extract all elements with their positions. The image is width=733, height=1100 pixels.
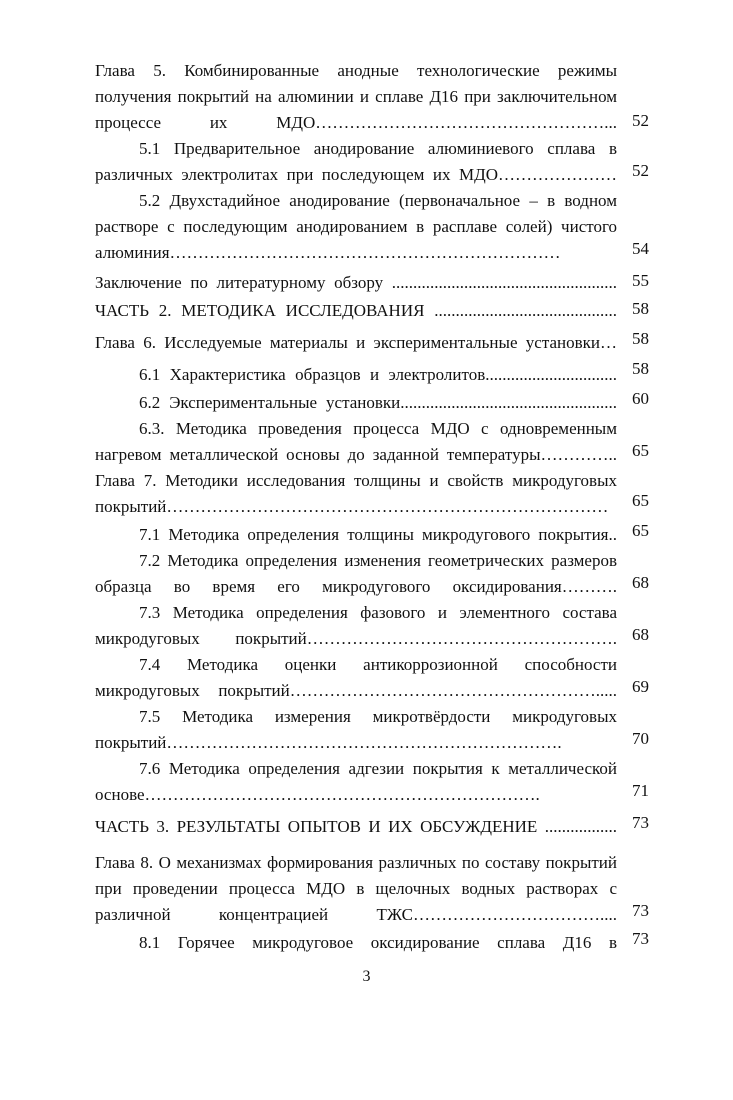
toc-entry xyxy=(95,548,617,600)
toc-page-number: 52 xyxy=(632,161,649,180)
toc-entry xyxy=(95,390,617,416)
toc-page-number: 60 xyxy=(632,389,649,408)
toc-entry xyxy=(95,600,617,652)
toc-entry-text: 5.1 Предварительное анодирование алюминиевого сплава в различных электролитах при последующем их МДО………………… xyxy=(95,139,617,184)
toc-entry xyxy=(95,58,617,136)
toc-entry-text: 6.1 Характеристика образцов и электролитов............................... xyxy=(139,365,617,384)
toc-entry-text: 6.3. Методика проведения процесса МДО с одновременным нагревом металлической основы до заданной температуры………….. xyxy=(95,419,617,464)
toc-page-number: 58 xyxy=(632,329,649,348)
toc-entry xyxy=(95,522,617,548)
toc-entry-text: 7.4 Методика оценки антикоррозионной способности микродуговых покрытий………………………………………………..... xyxy=(95,655,617,700)
toc-entry-text: 7.5 Методика измерения микротвёрдости микродуговых покрытий……………………………………………………………. xyxy=(95,707,617,752)
toc-entry xyxy=(95,330,617,356)
toc-entry xyxy=(95,362,617,388)
toc-entry xyxy=(95,704,617,756)
toc-page-number: 65 xyxy=(632,491,649,510)
toc-page-number: 65 xyxy=(632,441,649,460)
toc-page-number: 58 xyxy=(632,299,649,318)
toc-page-number: 54 xyxy=(632,239,649,258)
toc-entry-text: 7.2 Методика определения изменения геометрических размеров образца во время его микродугового оксидирования………. xyxy=(95,551,617,596)
toc-entry-text: 7.3 Методика определения фазового и элементного состава микродуговых покрытий………………………………………………. xyxy=(95,603,617,648)
toc-entry xyxy=(95,416,617,468)
toc-page-number: 55 xyxy=(632,271,649,290)
toc-page-number: 71 xyxy=(632,781,649,800)
toc-entry xyxy=(95,188,617,266)
toc-entry xyxy=(95,756,617,808)
toc-entry xyxy=(95,468,617,520)
page-number: 3 xyxy=(362,968,371,985)
toc-entry-text: Глава 7. Методики исследования толщины и свойств микродуговых покрытий…………………………………………………………………… xyxy=(95,471,617,516)
toc-entry-text: Заключение по литературному обзору ..................................................... xyxy=(95,273,617,292)
toc-entry-text: 5.2 Двухстадийное анодирование (первоначальное – в водном растворе с последующим анодированием в расплаве солей) чистого алюминия…………………………………………………………… xyxy=(95,191,617,262)
toc-page-number: 73 xyxy=(632,901,649,920)
toc-entry-text: 7.1 Методика определения толщины микродугового покрытия.. xyxy=(139,525,617,544)
toc-page-number: 70 xyxy=(632,729,649,748)
toc-entry-text: Глава 6. Исследуемые материалы и экспериментальные установки… xyxy=(95,333,617,352)
toc-page-number: 73 xyxy=(632,813,649,832)
toc-entry xyxy=(95,814,617,840)
toc-entry xyxy=(95,298,617,324)
toc-entry xyxy=(95,850,617,928)
toc-page-number: 52 xyxy=(632,111,649,130)
toc-entry-text: 8.1 Горячее микродуговое оксидирование сплава Д16 в xyxy=(139,933,617,952)
toc-entry xyxy=(95,652,617,704)
toc-entry-text: 6.2 Экспериментальные установки................................................... xyxy=(139,393,617,412)
toc-entry-text: ЧАСТЬ 2. МЕТОДИКА ИССЛЕДОВАНИЯ ........................................... xyxy=(95,301,617,320)
toc-entry xyxy=(95,270,617,296)
toc-page-number: 69 xyxy=(632,677,649,696)
toc-entry-text: Глава 5. Комбинированные анодные технологические режимы получения покрытий на алюминии и сплаве Д16 при заключительном процессе их МДО……………………………………………... xyxy=(95,61,617,132)
toc-page-number: 68 xyxy=(632,573,649,592)
toc-page-number: 68 xyxy=(632,625,649,644)
toc-entry-text: ЧАСТЬ 3. РЕЗУЛЬТАТЫ ОПЫТОВ И ИХ ОБСУЖДЕНИЕ ................. xyxy=(95,817,617,836)
toc-page-number: 58 xyxy=(632,359,649,378)
toc-page-number: 65 xyxy=(632,521,649,540)
toc-entry-text: 7.6 Методика определения адгезии покрытия к металлической основе……………………………………………………………. xyxy=(95,759,617,804)
toc-entry xyxy=(95,930,617,956)
toc-entry-text: Глава 8. О механизмах формирования различных по составу покрытий при проведении процесса МДО в щелочных водных растворах с различной концентрацией ТЖС…………………………….... xyxy=(95,853,617,924)
toc-entry xyxy=(95,136,617,188)
toc-page-number: 73 xyxy=(632,929,649,948)
